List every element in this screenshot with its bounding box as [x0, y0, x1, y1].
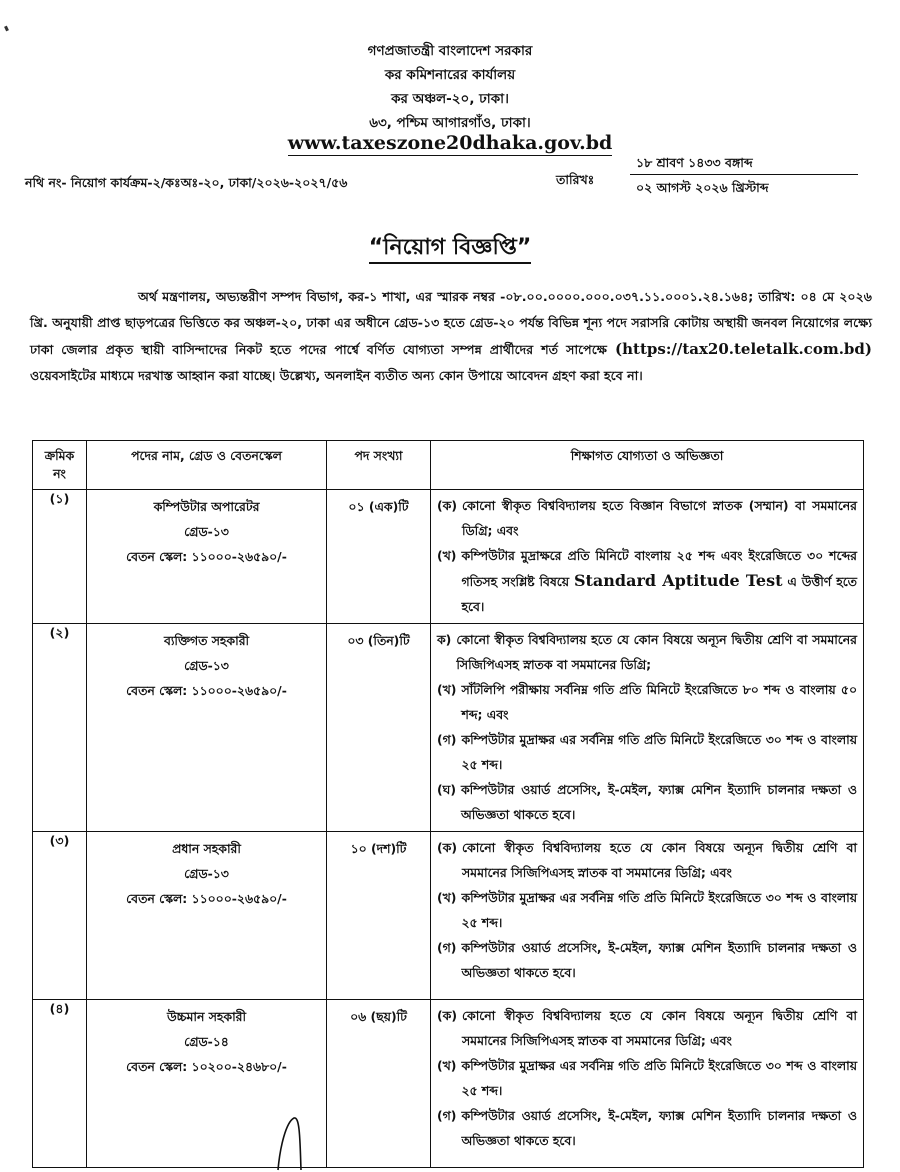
list-item	[437, 1003, 857, 1053]
list-item	[437, 1053, 857, 1103]
list-item	[437, 1103, 857, 1153]
list-item	[437, 885, 857, 935]
row-serial: (২)	[33, 624, 87, 832]
qual-text: কম্পিউটার ওয়ার্ড প্রসেসিং, ই-মেইল, ফ্যাক্স মেশিন ইত্যাদি চালনার দক্ষতা ও অভিজ্ঞতা থাকতে হবে।	[461, 1108, 857, 1148]
table-row	[33, 832, 864, 1000]
row-count: ০৩ (তিন)টি	[327, 624, 431, 832]
qual-text: কম্পিউটার ওয়ার্ড প্রসেসিং, ই-মেইল, ফ্যাক্স মেশিন ইত্যাদি চালনার দক্ষতা ও অভিজ্ঞতা থাকতে হবে।	[460, 782, 857, 822]
qual-marker: (খ)	[437, 1058, 457, 1073]
intro-paragraph	[30, 284, 872, 389]
post-scale: বেতন স্কেল: ১১০০০-২৬৫৯০/-	[126, 683, 287, 698]
qual-text-english: Standard Aptitude Test	[573, 571, 783, 590]
qual-text-after: এ উত্তীর্ণ হতে হবে।	[461, 574, 857, 614]
post-grade: গ্রেড-১৩	[184, 658, 229, 673]
header-post: পদের নাম, গ্রেড ও বেতনস্কেল	[87, 441, 327, 490]
row-serial: (৩)	[33, 832, 87, 1000]
date-english: ০২ আগস্ট ২০২৬ খ্রিস্টাব্দ	[636, 180, 769, 195]
qual-text: কোনো স্বীকৃত বিশ্ববিদ্যালয় হতে বিজ্ঞান বিভাগে স্নাতক (সম্মান) বা সমমানের ডিগ্রি; এবং	[462, 498, 857, 538]
table-row	[33, 490, 864, 624]
govt-name: গণপ্রজাতন্ত্রী বাংলাদেশ সরকার	[367, 43, 533, 59]
date-label: তারিখঃ	[556, 172, 595, 187]
date-divider	[630, 174, 858, 175]
row-qualification	[431, 1000, 864, 1168]
qual-marker: (গ)	[437, 732, 457, 747]
office-name: কর কমিশনারের কার্যালয়	[384, 67, 516, 83]
qual-text-wrap	[461, 543, 857, 619]
qual-text: কম্পিউটার ওয়ার্ড প্রসেসিং, ই-মেইল, ফ্যাক্স মেশিন ইত্যাদি চালনার দক্ষতা ও অভিজ্ঞতা থাকতে হবে।	[461, 940, 857, 980]
qual-text: কোনো স্বীকৃত বিশ্ববিদ্যালয় হতে যে কোন বিষয়ে অন্যূন দ্বিতীয় শ্রেণি বা সমমানের সিজিপিএসহ স্নাতক বা সমমানের ডিগ্রি;	[456, 632, 857, 672]
qual-marker: ক)	[437, 632, 452, 647]
list-item	[437, 627, 857, 677]
qual-marker: (খ)	[437, 890, 457, 905]
signature-stroke-icon	[270, 1112, 310, 1172]
list-item	[437, 835, 857, 885]
table-row	[33, 1000, 864, 1168]
office-website-text: www.taxeszone20dhaka.gov.bd	[287, 132, 613, 154]
qual-text: সাঁটলিপি পরীক্ষায় সর্বনিম্ন গতি প্রতি মিনিটে ইংরেজিতে ৮০ শব্দ ও বাংলায় ৫০ শব্দ; এবং	[461, 682, 857, 722]
row-post	[87, 624, 327, 832]
intro-text-part1: অর্থ মন্ত্রণালয়, অভ্যন্তরীণ সম্পদ বিভাগ, কর-১ শাখা, এর স্মারক নম্বর -০৮.০০.০০০০.০০০.০৩৭.১১.০০০১.২৪.১৬৪; তারিখ: ০৪ মে ২০২৬ খ্রি. অনুযায়ী প্রাপ্ত ছাড়পত্রের ভিত্তিতে কর অঞ্চল-২০, ঢাকা এর অধীনে গ্রেড-১৩ হতে গ্রেড-২০ পর্যন্ত বিভিন্ন শূন্য পদে সরাসরি কোটায় অস্থায়ী জনবল নিয়োগের লক্ষ্যে ঢাকা জেলার প্রকৃত স্থায়ী বাসিন্দাদের নিকট হতে পদের পার্শ্বে বর্ণিত যোগ্যতা সম্পন্ন প্রার্থীদের শর্ত সাপেক্ষে	[30, 289, 872, 357]
qual-marker: (খ)	[437, 548, 457, 563]
qual-marker: (ঘ)	[437, 782, 456, 797]
intro-text-part2: ওয়েবসাইটের মাধ্যমে দরখাস্ত আহ্বান করা যাচ্ছে। উল্লেখ্য, অনলাইন ব্যতীত অন্য কোন উপায়ে আবেদন গ্রহণ করা হবে না।	[30, 368, 643, 383]
qual-marker: (ক)	[437, 840, 457, 855]
scan-mark	[4, 26, 9, 32]
qual-text: কম্পিউটার মুদ্রাক্ষর এর সর্বনিম্ন গতি প্রতি মিনিটে ইংরেজিতে ৩০ শব্দ ও বাংলায় ২৫ শব্দ।	[461, 890, 857, 930]
list-item	[437, 727, 857, 777]
row-serial: (১)	[33, 490, 87, 624]
table-header-row	[33, 441, 864, 490]
row-qualification	[431, 832, 864, 1000]
qual-text: কোনো স্বীকৃত বিশ্ববিদ্যালয় হতে যে কোন বিষয়ে অন্যূন দ্বিতীয় শ্রেণি বা সমমানের সিজিপিএসহ স্নাতক বা সমমানের ডিগ্রি; এবং	[462, 840, 857, 880]
zone-name: কর অঞ্চল-২০, ঢাকা।	[391, 91, 509, 107]
header-qualification: শিক্ষাগত যোগ্যতা ও অভিজ্ঞতা	[431, 441, 864, 490]
qual-text: কোনো স্বীকৃত বিশ্ববিদ্যালয় হতে যে কোন বিষয়ে অন্যূন দ্বিতীয় শ্রেণি বা সমমানের সিজিপিএসহ স্নাতক বা সমমানের ডিগ্রি; এবং	[462, 1008, 857, 1048]
qual-marker: (ক)	[437, 498, 457, 513]
post-grade: গ্রেড-১৩	[184, 524, 229, 539]
row-post	[87, 832, 327, 1000]
qual-marker: (গ)	[437, 1108, 457, 1123]
post-name: প্রধান সহকারী	[172, 841, 241, 856]
header-serial: ক্রমিক নং	[33, 441, 87, 490]
posts-table	[32, 440, 864, 1168]
list-item	[437, 777, 857, 827]
notice-title	[250, 230, 650, 267]
qual-marker: (খ)	[437, 682, 457, 697]
qual-marker: (গ)	[437, 940, 457, 955]
row-qualification	[431, 490, 864, 624]
row-count: ০৬ (ছয়)টি	[327, 1000, 431, 1168]
list-item	[437, 677, 857, 727]
post-grade: গ্রেড-১৩	[184, 866, 229, 881]
office-address: ৬৩, পশ্চিম আগারগাঁও, ঢাকা।	[369, 115, 531, 131]
row-qualification	[431, 624, 864, 832]
post-scale: বেতন স্কেল: ১১০০০-২৬৫৯০/-	[126, 549, 287, 564]
post-scale: বেতন স্কেল: ১১০০০-২৬৫৯০/-	[126, 891, 287, 906]
qual-text: কম্পিউটার মুদ্রাক্ষর এর সর্বনিম্ন গতি প্রতি মিনিটে ইংরেজিতে ৩০ শব্দ ও বাংলায় ২৫ শব্দ।	[461, 732, 857, 772]
application-url: (https://tax20.teletalk.com.bd)	[615, 340, 872, 358]
date-bangla: ১৮ শ্রাবণ ১৪৩৩ বঙ্গাব্দ	[636, 155, 753, 170]
qual-marker: (ক)	[437, 1008, 457, 1023]
list-item	[437, 493, 857, 543]
qual-text: কম্পিউটার মুদ্রাক্ষর এর সর্বনিম্ন গতি প্রতি মিনিটে ইংরেজিতে ৩০ শব্দ ও বাংলায় ২৫ শব্দ।	[461, 1058, 857, 1098]
row-count: ০১ (এক)টি	[327, 490, 431, 624]
notice-title-text: “নিয়োগ বিজ্ঞপ্তি”	[369, 235, 532, 264]
post-name: উচ্চমান সহকারী	[166, 1009, 247, 1024]
post-name: কম্পিউটার অপারেটর	[153, 499, 260, 514]
list-item	[437, 935, 857, 985]
header-count: পদ সংখ্যা	[327, 441, 431, 490]
post-scale: বেতন স্কেল: ১০২০০-২৪৬৮০/-	[126, 1059, 287, 1074]
row-serial: (৪)	[33, 1000, 87, 1168]
table-row	[33, 624, 864, 832]
office-website	[230, 132, 670, 154]
qual-text: কম্পিউটার মুদ্রাক্ষরে প্রতি মিনিটে বাংলায় ২৫ শব্দ এবং ইংরেজিতে ৩০ শব্দের গতিসহ সংশ্লিষ্ট বিষয়ে	[461, 548, 857, 589]
file-number: নথি নং- নিয়োগ কার্যক্রম-২/কঃঅঃ-২০, ঢাকা/২০২৬-২০২৭/৫৬	[25, 175, 348, 190]
row-count: ১০ (দশ)টি	[327, 832, 431, 1000]
post-grade: গ্রেড-১৪	[184, 1034, 229, 1049]
post-name: ব্যক্তিগত সহকারী	[163, 633, 250, 648]
list-item	[437, 543, 857, 619]
row-post	[87, 490, 327, 624]
